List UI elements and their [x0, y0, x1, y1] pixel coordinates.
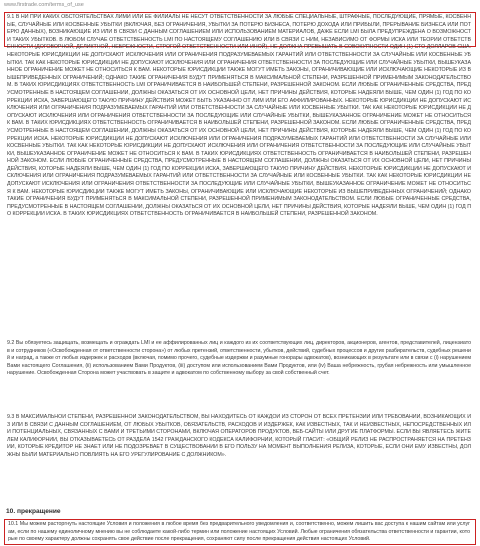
section-9-2-body: Вы обязуетесь защищать, возмещать и ограждать LMI и ее аффилированных лиц и каждого из их соответствующих лиц, директоров, акционеров, агентов, представителей, лицензиатов и сотрудников («Освобожденная от ответственности сторона») от любых претензий, ответственности, убытков, действий, судебных процессов и других разбирательств, судебных решений и наград, а также от любых издержек и расходов (включая, помимо прочего, судебные издержки и разумные гонорары адвокатов), возникающих в результате или в связи с (i) нарушением Вами настоящего Соглашения, (ii) использованием Вами Продуктов, (iii) доступом или использованием Вами Продуктов, или (iv) Ваша небрежность, грубая небрежность или умышленное нарушение. Освобожденная Сторона может участвовать в защите и адвокатом по собственному выбору за свой собственный счет. [7, 340, 471, 377]
section-9-3-body: В МАКСИМАЛЬНОЙ СТЕПЕНИ, РАЗРЕШЕННОЙ ЗАКОНОДАТЕЛЬСТВОМ, ВЫ НАХОДИТЕСЬ ОТ КАЖДОЙ ИЗ СТОРОН ОТ ВСЕХ ПРЕТЕНЗИЙ ИЛИ ТРЕБОВАНИЙ, ВОЗНИКАЮЩИХ ИЗ ИЛИ В СВЯЗИ С ДАННЫМ СОГЛАШЕНИЕМ, ОТ ЛЮБЫХ УБЫТКОВ, ОБЯЗАТЕЛЬСТВ, РАСХОДОВ И ИЗДЕРЖЕК, КАК ИЗВЕСТНЫХ, ТАК И НЕИЗВЕСТНЫХ, НЕПОСРЕДСТВЕННЫХ ИЛИ ПОТЕНЦИАЛЬНЫХ, СВЯЗАННЫХ С ВАМИ И ТРЕТЬИМИ СТОРОНАМИ, ВКЛЮЧАЯ ОПЕРАТОРОВ ПРОДУКТОВ, ВЕБ-САЙТЫ ИЛИ ДРУГИЕ ПЛАТФОРМЫ. ЕСЛИ ВЫ ЯВЛЯЕТЕСЬ ЖИТЕЛЕМ КАЛИФОРНИИ, ВЫ ОТКАЗЫВАЕТЕСЬ ОТ РАЗДЕЛА 1542 ГРАЖДАНСКОГО КОДЕКСА КАЛИФОРНИИ, КОТОРЫЙ ГЛАСИТ: «ОБЩИЙ РЕЛИЗ НЕ РАСПРОСТРАНЯЕТСЯ НА ПРЕТЕНЗИИ, КОТОРЫЕ КРЕДИТОР НЕ ЗНАЕТ ИЛИ НЕ ПОДОЗРЕВАЕТ В СУЩЕСТВОВАНИИ В ЕГО ПОЛЬЗУ НА МОМЕНТ ВЫПОЛНЕНИЯ РЕЛИЗА, КОТОРЫЕ, ЕСЛИ ОНИ ЕМУ ИЗВЕСТНЫ, ДОЛЖНЫ БЫЛИ МАТЕРИАЛЬНО ПОВЛИЯТЬ НА ЕГО УРЕГУЛИРОВАНИЕ С ДОЛЖНИКОМ». [7, 414, 471, 458]
section-9-2-text [7, 340, 471, 378]
section-9-3-number: 9.3 [7, 414, 15, 420]
section-10-heading: 10. прекращение [6, 508, 61, 515]
section-9-3 [7, 414, 471, 492]
section-9-1-text [7, 14, 471, 219]
section-10-1-text [8, 521, 470, 542]
section-9-2-number: 9.2 [7, 340, 15, 346]
section-10-1-number: 10.1 [8, 521, 19, 527]
section-9-1-body: В НИ ПРИ КАКИХ ОБСТОЯТЕЛЬСТВАХ ЛИМИ ИЛИ ЕЕ ФИЛИАЛЫ НЕ НЕСУТ ОТВЕТСТВЕННОСТИ ЗА ЛЮБЫЕ СПЕЦИАЛЬНЫЕ, ШТРАФНЫЕ, ПОСЛЕДУЮЩИЕ, ПРЯМЫЕ, КОСВЕННЫЕ, СЛУЧАЙНЫЕ ИЛИ КОСВЕННЫЕ УБЫТКИ (ВКЛЮЧАЯ, БЕЗ ОГРАНИЧЕНИЯ, УБЫТКИ ЗА ПОТЕРЮ БИЗНЕСА, ПОТЕРЮ ДОХОДА ИЛИ ПРИБЫЛИ, ПРЕРЫВАНИЕ БИЗНЕСА ИЛИ ПОТЕРЮ ДАННЫХ), ВОЗНИКАЮЩИЕ ИЗ ИЛИ В СВЯЗИ С ДАННЫМ СОГЛАШЕНИЕМ ИЛИ ИСПОЛЬЗОВАНИЕМ МАТЕРИАЛОВ, ДАЖЕ ЕСЛИ LMI БЫЛА ПРЕДУПРЕЖДЕНА О ВОЗМОЖНОСТИ ТАКИХ УБЫТКОВ. В ЛЮБОМ СЛУЧАЕ ОТВЕТСТВЕННОСТЬ LMI ПО НАСТОЯЩЕМУ СОГЛАШЕНИЮ ИЛИ В СВЯЗИ С НИМ, НЕЗАВИСИМО ОТ ФОРМЫ ИСКА ИЛИ ТЕОРИИ ОТВЕТСТВЕННОСТИ (ДОГОВОРНОЙ, ДЕЛИКТНОЙ, НЕБРЕЖНОСТИ, СТРОГОЙ ОТВЕТСТВЕННОСТИ ИЛИ ИНОЙ), НЕ ДОЛЖНА ПРЕВЫШАТЬ В СОВОКУПНОСТИ ОДИН (1) СТО ДОЛЛАРОВ США. НЕКОТОРЫЕ ЮРИСДИКЦИИ НЕ ДОПУСКАЮТ ИСКЛЮЧЕНИЯ ИЛИ ОГРАНИЧЕНИЯ ПОДРАЗУМЕВАЕМЫХ ГАРАНТИЙ ИЛИ ОТВЕТСТВЕННОСТИ ЗА СЛУЧАЙНЫЕ ИЛИ КОСВЕННЫЕ УБЫТКИ. ТАК КАК НЕКОТОРЫЕ ЮРИСДИКЦИИ НЕ ДОПУСКАЮТ ИСКЛЮЧЕНИЯ ИЛИ ОГРАНИЧЕНИЯ ОТВЕТСТВЕННОСТИ ЗА ПОСЛЕДУЮЩИЕ ИЛИ СЛУЧАЙНЫЕ УБЫТКИ, ВЫШЕУКАЗАННОЕ ОГРАНИЧЕНИЕ МОЖЕТ НЕ ОТНОСИТЬСЯ К ВАМ. НЕКОТОРЫЕ ЮРИСДИКЦИИ ТАКЖЕ МОГУТ ИМЕТЬ ЗАКОНЫ, ОГРАНИЧИВАЮЩИЕ ИЛИ ИСКЛЮЧАЮЩИЕ НЕКОТОРЫЕ ИЗ ВЫШЕПРИВЕДЕННЫХ ОГРАНИЧЕНИЙ; ОДНАКО ТАКИЕ ОГРАНИЧЕНИЯ БУДУТ ПРИМЕНЯТЬСЯ В МАКСИМАЛЬНОЙ СТЕПЕНИ, РАЗРЕШЕННОЙ ПРИМЕНИМЫМ ЗАКОНОДАТЕЛЬСТВОМ. В ТАКИХ ЮРИСДИКЦИЯХ ОТВЕТСТВЕННОСТЬ LMI ОГРАНИЧИВАЕТСЯ В НАИБОЛЬШЕЙ СТЕПЕНИ, РАЗРЕШЕННОЙ ЗАКОНОМ. ЕСЛИ ЛЮБЫЕ ОГРАНИЧЕННЫЕ СРЕДСТВА, ПРЕДУСМОТРЕННЫЕ В НАСТОЯЩЕМ СОГЛАШЕНИИ, ДОЛЖНЫ ОКАЗАТЬСЯ ОТ ИХ ОСНОВНОЙ ЦЕЛИ, НЕТ ПРИЧИНЫ ДЕЙСТВИЯ, КОТОРЫЕ НАДЕЯЛИ ВЫШЕ, ЧЕМ ОДИН (1) ГОД ПО КОРРЕКЦИИ ИСКА, ЗАВЕРШАЮЩЕГО ТАКУЮ ПРИЧИНУ ДЕЙСТВИЯ МОЖЕТ БЫТЬ УКАЗАННО ОТ ЛИМ ИЛИ ЕГО АФФИЛИРОВАННЫХ. НЕКОТОРЫЕ ЮРИСДИКЦИИ НЕ ДОПУСКАЮТ ИСКЛЮЧЕНИЯ ИЛИ ОГРАНИЧЕНИЯ ПОДРАЗУМЕВАЕМЫХ ГАРАНТИЙ ИЛИ ОТВЕТСТВЕННОСТИ ЗА СЛУЧАЙНЫЕ ИЛИ КОСВЕННЫЕ УБЫТКИ. ТАК КАК НЕКОТОРЫЕ ЮРИСДИКЦИИ НЕ ДОПУСКАЮТ ИСКЛЮЧЕНИЯ ИЛИ ОГРАНИЧЕНИЯ ОТВЕТСТВЕННОСТИ ЗА ПОСЛЕДУЮЩИЕ ИЛИ СЛУЧАЙНЫЕ УБЫТКИ, ВЫШЕУКАЗАННОЕ ОГРАНИЧЕНИЕ МОЖЕТ НЕ ОТНОСИТЬСЯ К ВАМ. В ТАКИХ ЮРИСДИКЦИЯХ ОТВЕТСТВЕННОСТЬ ОГРАНИЧИВАЕТСЯ В НАИБОЛЬШЕЙ СТЕПЕНИ, РАЗРЕШЕННОЙ ЗАКОНОМ. ЕСЛИ ЛЮБЫЕ ОГРАНИЧЕННЫЕ СРЕДСТВА, ПРЕДУСМОТРЕННЫЕ В НАСТОЯЩЕМ СОГЛАШЕНИИ, ДОЛЖНЫ ОКАЗАТЬСЯ ОТ ИХ ОСНОВНОЙ ЦЕЛИ, НЕТ ПРИЧИНЫ ДЕЙСТВИЯ, КОТОРЫЕ НАДЕЯЛИ ВЫШЕ, ЧЕМ ОДИН (1) ГОД ПО КОРРЕКЦИИ ИСКА. НЕКОТОРЫЕ ЮРИСДИКЦИИ НЕ ДОПУСКАЮТ ИСКЛЮЧЕНИЯ ИЛИ ОГРАНИЧЕНИЯ ПОДРАЗУМЕВАЕМЫХ ГАРАНТИЙ ИЛИ ОТВЕТСТВЕННОСТИ ЗА СЛУЧАЙНЫЕ ИЛИ КОСВЕННЫЕ УБЫТКИ. ТАК КАК НЕКОТОРЫЕ ЮРИСДИКЦИИ НЕ ДОПУСКАЮТ ИСКЛЮЧЕНИЯ ИЛИ ОГРАНИЧЕНИЯ ОТВЕТСТВЕННОСТИ ЗА ПОСЛЕДУЮЩИЕ ИЛИ СЛУЧАЙНЫЕ УБЫТКИ, ВЫШЕУКАЗАННОЕ ОГРАНИЧЕНИЕ МОЖЕТ НЕ ОТНОСИТЬСЯ К ВАМ. В ТАКИХ ЮРИСДИКЦИЯХ ОТВЕТСТВЕННОСТЬ ОГРАНИЧИВАЕТСЯ В НАИБОЛЬШЕЙ СТЕПЕНИ, РАЗРЕШЕННОЙ ЗАКОНОМ. ЕСЛИ ЛЮБЫЕ ОГРАНИЧЕННЫЕ СРЕДСТВА, ПРЕДУСМОТРЕННЫЕ В НАСТОЯЩЕМ СОГЛАШЕНИИ, ДОЛЖНЫ ОКАЗАТЬСЯ ОТ ИХ ОСНОВНОЙ ЦЕЛИ, НЕТ ПРИЧИНЫ ДЕЙСТВИЯ, КОТОРЫЕ НАДЕЯЛИ ВЫШЕ, ЧЕМ ОДИН (1) ГОД ПО КОРРЕКЦИИ ИСКА, ЗАВЕРШАЮЩЕГО ТАКУЮ ПРИЧИНУ ДЕЙСТВИЯ. НЕКОТОРЫЕ ЮРИСДИКЦИИ НЕ ДОПУСКАЮТ ИСКЛЮЧЕНИЯ ИЛИ ОГРАНИЧЕНИЯ ПОДРАЗУМЕВАЕМЫХ ГАРАНТИЙ ИЛИ ОТВЕТСТВЕННОСТИ ЗА СЛУЧАЙНЫЕ ИЛИ КОСВЕННЫЕ УБЫТКИ. ТАК КАК НЕКОТОРЫЕ ЮРИСДИКЦИИ НЕ ДОПУСКАЮТ ИСКЛЮЧЕНИЯ ИЛИ ОГРАНИЧЕНИЯ ОТВЕТСТВЕННОСТИ ЗА ПОСЛЕДУЮЩИЕ ИЛИ СЛУЧАЙНЫЕ УБЫТКИ, ВЫШЕУКАЗАННОЕ ОГРАНИЧЕНИЕ МОЖЕТ НЕ ОТНОСИТЬСЯ К ВАМ. НЕКОТОРЫЕ ЮРИСДИКЦИИ ТАКЖЕ МОГУТ ИМЕТЬ ЗАКОНЫ, ОГРАНИЧИВАЮЩИЕ ИЛИ ИСКЛЮЧАЮЩИЕ НЕКОТОРЫЕ ИЗ ВЫШЕПРИВЕДЕННЫХ ОГРАНИЧЕНИЙ; ОДНАКО ТАКИЕ ОГРАНИЧЕНИЯ БУДУТ ПРИМЕНЯТЬСЯ В МАКСИМАЛЬНОЙ СТЕПЕНИ, РАЗРЕШЕННОЙ ПРИМЕНИМЫМ ЗАКОНОДАТЕЛЬСТВОМ. ЕСЛИ ЛЮБЫЕ ОГРАНИЧЕННЫЕ СРЕДСТВА, ПРЕДУСМОТРЕННЫЕ В НАСТОЯЩЕМ СОГЛАШЕНИИ, ДОЛЖНЫ ОКАЗАТЬСЯ ОТ ИХ ОСНОВНОЙ ЦЕЛИ, НЕТ ПРИЧИНЫ ДЕЙСТВИЯ, КОТОРЫЕ НАДЕЯЛИ ВЫШЕ, ЧЕМ ОДИН (1) ГОД ПО КОРРЕКЦИИ ИСКА. В ТАКИХ ЮРИСДИКЦИЯХ ОТВЕТСТВЕННОСТЬ ОГРАНИЧИВАЕТСЯ В НАИБОЛЬШЕЙ СТЕПЕНИ, РАЗРЕШЕННОЙ ЗАКОНОМ. [7, 14, 471, 218]
section-10-1-body: Мы можем расторгнуть настоящие Условия и положения в любое время без предварительного уведомления и, соответственно, можем лишить вас доступа к нашим сайтам или услугам, если по нашему единоличному мнению вы не соблюдаете какой-либо термин или положение настоящих Условий. Любые ограничения обязательства ответственности и гарантии, которые по своему характеру должны сохранять свое действие после прекращения, сохраняют силу после прекращения действия настоящих Условий. [8, 521, 470, 542]
section-9-1 [7, 14, 471, 322]
section-10-1 [8, 521, 470, 542]
section-9-3-text [7, 414, 471, 460]
page-url: www.firstrade.com/terms_of_use [4, 2, 84, 8]
section-9-1-number: 9.1 [7, 14, 15, 20]
section-9-2 [7, 340, 471, 394]
